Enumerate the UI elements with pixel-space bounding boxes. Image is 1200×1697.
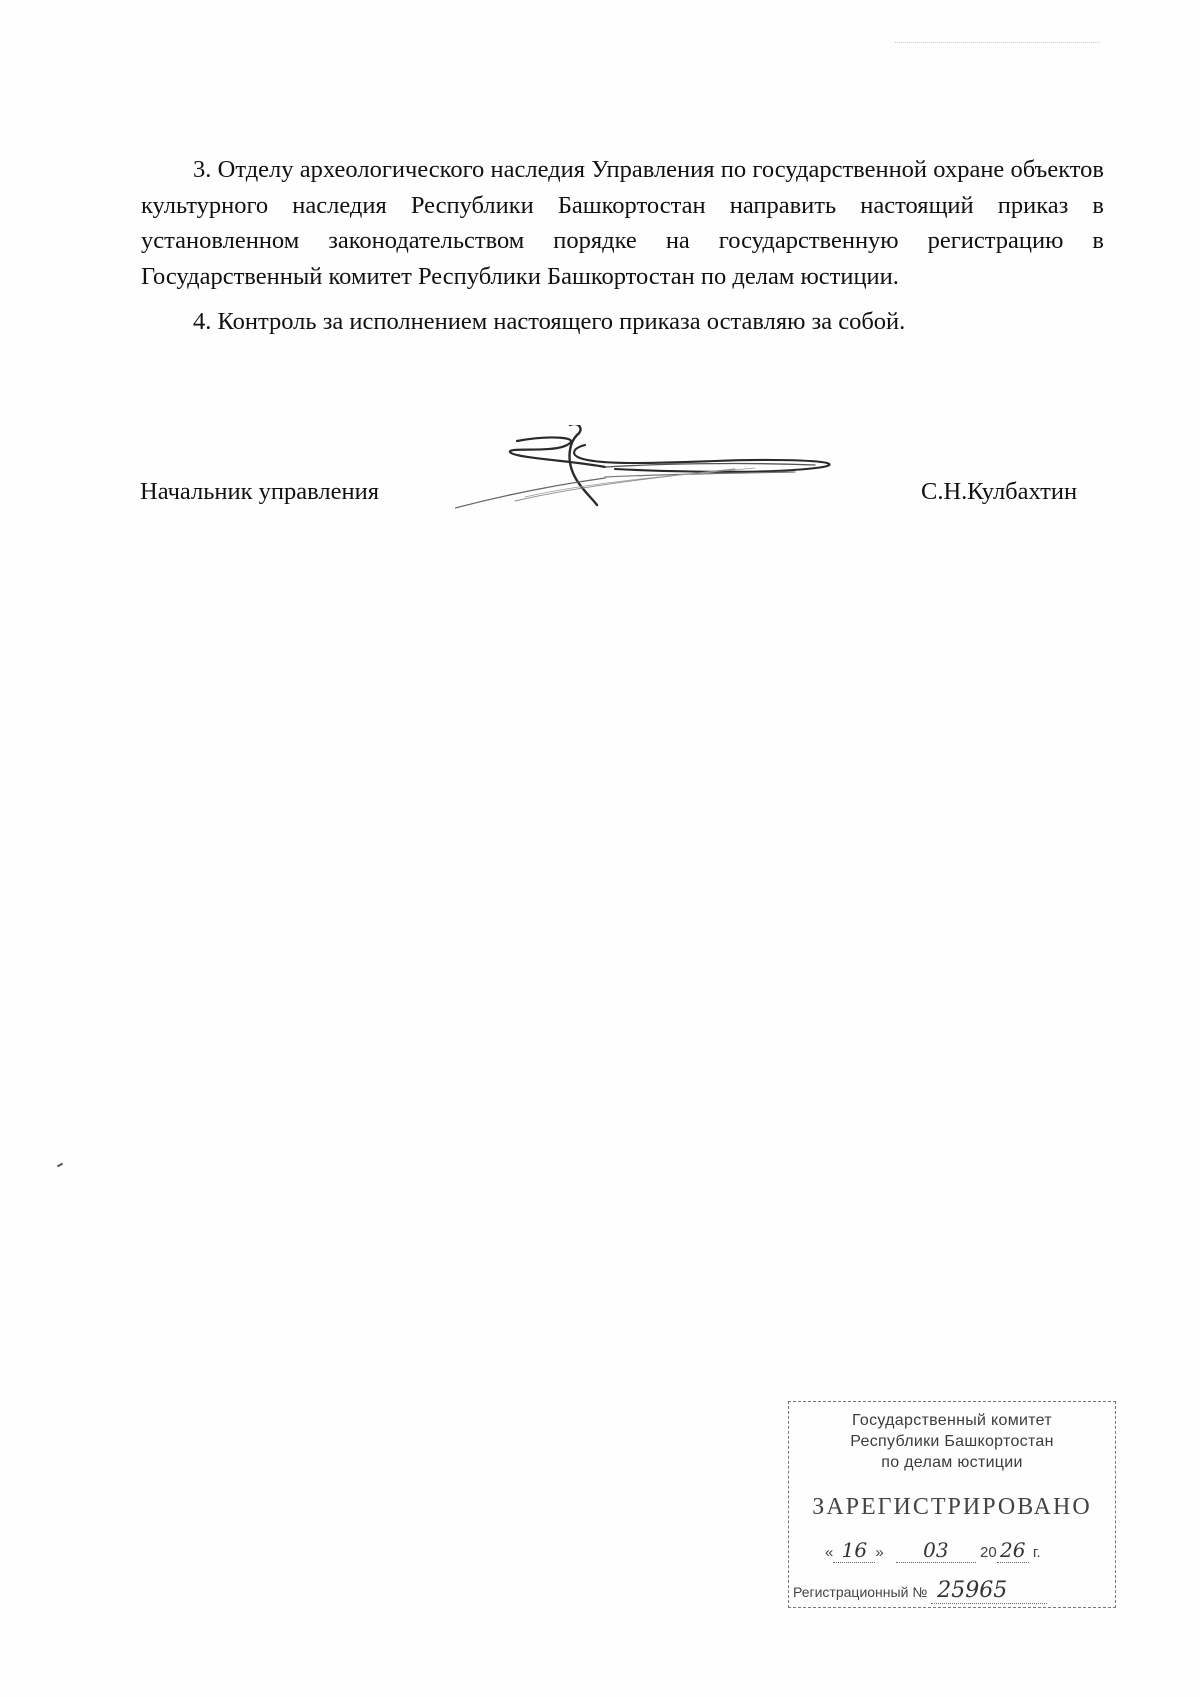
stamp-year-unit: г. <box>1032 1544 1041 1561</box>
stamp-reg-label: Регистрационный № <box>793 1584 928 1600</box>
stamp-year-prefix: 20 <box>980 1544 997 1561</box>
stamp-quote-open: « <box>825 1544 834 1561</box>
stamp-authority-line-1: Государственный комитет <box>852 1412 1052 1429</box>
stamp-year-suffix: 26 <box>997 1538 1029 1563</box>
stamp-registered-label: ЗАРЕГИСТРИРОВАНО <box>812 1494 1092 1520</box>
scan-artifact <box>57 1163 63 1168</box>
stamp-authority-line-2: Республики Башкортостан <box>850 1433 1054 1450</box>
stamp-authority-line-3: по делам юстиции <box>881 1454 1023 1471</box>
stamp-reg-number: 25965 <box>931 1578 1047 1604</box>
paragraph-4: 4. Контроль за исполнением настоящего приказа оставляю за собой. <box>193 308 906 335</box>
stamp-month: 03 <box>896 1538 976 1563</box>
paragraph-3: 3. Отделу археологического наследия Управления по государственной охране объектов культурного наследия Республики Башкортостан направить настоящий приказ в установленном законодательством порядке на государственную регистрацию в Государственный комитет Республики Башкортостан по делам юстиции. <box>141 156 1104 290</box>
stamp-quote-close: » <box>875 1544 884 1561</box>
document-body <box>141 152 1104 340</box>
registration-stamp <box>788 1401 1116 1608</box>
stamp-registration-number <box>793 1578 1047 1604</box>
signatory-name: С.Н.Кулбахтин <box>921 478 1078 505</box>
signatory-title: Начальник управления <box>140 478 379 505</box>
stamp-day: 16 <box>833 1538 875 1563</box>
scan-artifact <box>895 42 1100 45</box>
handwritten-signature <box>455 425 885 545</box>
stamp-date <box>825 1538 1041 1563</box>
